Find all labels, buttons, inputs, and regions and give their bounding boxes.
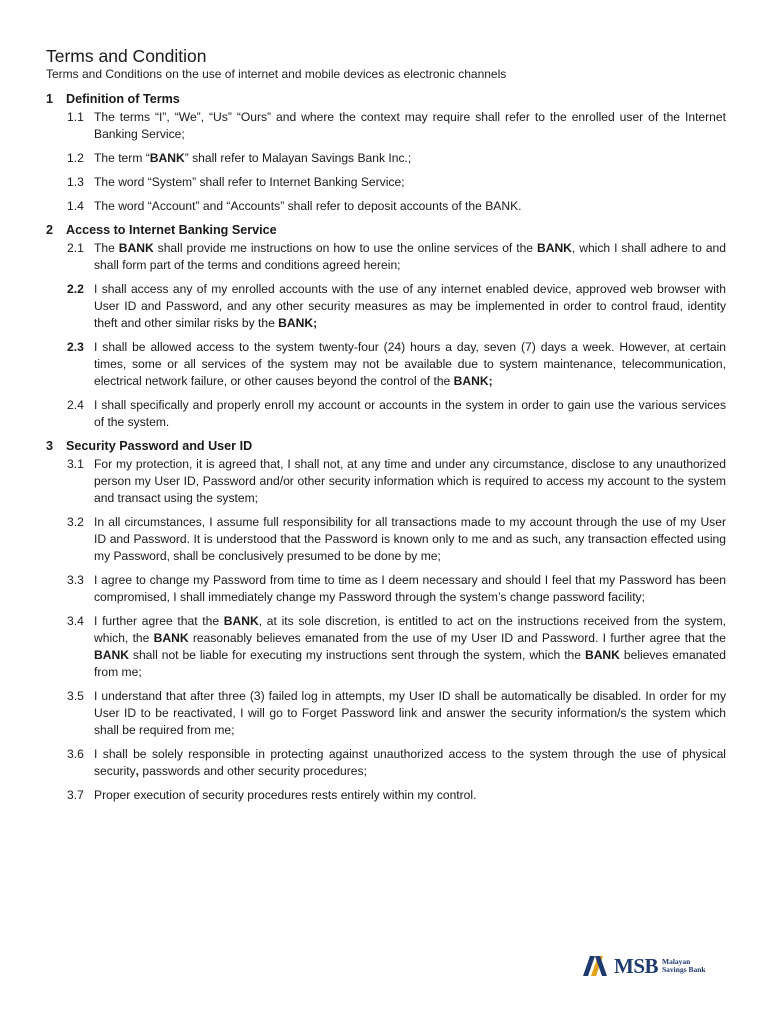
clause-number: 1.1 — [67, 110, 84, 124]
clause-text-run: The word “System” shall refer to Internet Banking Service; — [94, 175, 405, 189]
logo-subtext-line1: Malayan — [662, 957, 691, 966]
clause-text-run: The — [94, 241, 119, 255]
clause-text — [94, 174, 726, 191]
clause-text — [94, 688, 726, 739]
clause-2-3 — [67, 339, 726, 390]
clause-1-2 — [67, 150, 726, 167]
clause-number: 2.4 — [67, 398, 84, 412]
clause-number: 3.1 — [67, 457, 84, 471]
clause-text — [94, 281, 726, 332]
clause-text — [94, 456, 726, 507]
clause-number: 3.3 — [67, 573, 84, 587]
clause-1-4 — [67, 198, 726, 215]
clause-text-run: shall provide me instructions on how to use the online services of the — [153, 241, 537, 255]
clause-number: 1.2 — [67, 151, 84, 165]
section-3 — [46, 438, 726, 804]
section-2 — [46, 222, 726, 431]
clause-1-3 — [67, 174, 726, 191]
clause-text-run: I shall be allowed access to the system twenty-four (24) hours a day, seven (7) days a week. However, at certain times, some or all services of the system may not be available due to system maintenance, telecommunication, electrical network failure, or other causes beyond the control of the — [94, 340, 726, 388]
clause-text-run: I shall be solely responsible in protecting against unauthorized access to the system through the use of physical security — [94, 747, 726, 778]
clause-text-run: passwords and other security procedures; — [139, 764, 367, 778]
clause-3-4 — [67, 613, 726, 681]
clause-1-1 — [67, 109, 726, 143]
clause-number: 2.1 — [67, 241, 84, 255]
clause-number: 3.2 — [67, 515, 84, 529]
clause-3-2 — [67, 514, 726, 565]
clause-text — [94, 397, 726, 431]
clause-text-run: I agree to change my Password from time to time as I deem necessary and should I feel that my Password has been compromised, I shall immediately change my Password through the system’s change password facility; — [94, 573, 726, 604]
bold-text: , — [135, 764, 140, 778]
bold-text: BANK — [223, 614, 259, 628]
clause-3-6 — [67, 746, 726, 780]
clause-number: 3.4 — [67, 614, 84, 628]
bold-text: BANK; — [453, 374, 493, 388]
terms-content — [46, 91, 726, 811]
clause-text-run: The word “Account” and “Accounts” shall refer to deposit accounts of the BANK. — [94, 199, 522, 213]
section-title: Definition of Terms — [66, 92, 180, 106]
clause-text-run: I understand that after three (3) failed log in attempts, my User ID shall be automatically be disabled. In order for my User ID to be reactivated, I will go to Forget Password link and answer the security information/s the system which shall be required from me; — [94, 689, 726, 737]
page-subtitle: Terms and Conditions on the use of internet and mobile devices as electronic channels — [46, 67, 507, 81]
section-number: 2 — [46, 223, 54, 237]
bold-text: BANK; — [278, 316, 318, 330]
clause-text — [94, 150, 726, 167]
msb-logo-mark-icon — [583, 956, 613, 976]
logo-subtext-line2: Savings Bank — [662, 965, 706, 974]
clause-3-1 — [67, 456, 726, 507]
clause-number: 3.5 — [67, 689, 84, 703]
clause-text-run: reasonably believes emanated from the use of my User ID and Password. I further agree that the — [188, 631, 726, 645]
clause-3-5 — [67, 688, 726, 739]
logo-wordmark: MSB — [614, 954, 659, 978]
clause-text-run: , at its sole discretion, is entitled to act on the instructions received from the system, which, the — [94, 614, 727, 645]
bold-text: BANK — [94, 648, 129, 662]
clause-text-run: I further agree that the — [94, 614, 224, 628]
clause-3-3 — [67, 572, 726, 606]
section-number: 1 — [46, 92, 54, 106]
clause-text — [94, 240, 726, 274]
clause-text-run: Proper execution of security procedures rests entirely within my control. — [94, 788, 477, 802]
clause-text — [94, 514, 726, 565]
section-number: 3 — [46, 439, 54, 453]
clause-number: 1.4 — [67, 199, 84, 213]
clause-2-1 — [67, 240, 726, 274]
bold-text: BANK — [584, 648, 620, 662]
clause-text-run: The terms “I”, “We”, “Us” “Ours” and where the context may require shall refer to the enrolled user of the Internet Banking Service; — [94, 110, 726, 141]
logo-subtext — [662, 958, 706, 974]
section-title: Access to Internet Banking Service — [66, 223, 277, 237]
clause-text-run: ” shall refer to Malayan Savings Bank Inc.; — [184, 151, 412, 165]
clause-text-run: The term “ — [94, 151, 150, 165]
msb-logo — [583, 955, 706, 977]
clause-3-7 — [67, 787, 726, 804]
section-heading — [46, 438, 726, 455]
clause-text-run: In all circumstances, I assume full responsibility for all transactions made to my account through the use of my User ID and Password. It is understood that the Password is known only to me and as such, any transaction effected using my Password, shall be conclusively presumed to be done by me; — [94, 515, 726, 563]
clause-2-2 — [67, 281, 726, 332]
clause-text — [94, 613, 726, 681]
clause-text-run: believes emanated from me; — [94, 648, 726, 679]
section-title: Security Password and User ID — [66, 439, 253, 453]
clause-text-run: , which I shall adhere to and shall form part of the terms and conditions agreed herein; — [94, 241, 727, 272]
clause-text — [94, 572, 726, 606]
section-1 — [46, 91, 726, 215]
clause-number: 2.2 — [67, 282, 84, 296]
clause-number: 2.3 — [67, 340, 84, 354]
clause-text-run: I shall access any of my enrolled accounts with the use of any internet enabled device, approved web browser with User ID and Password, and any other security measures as may be implemented in order to control fraud, identity theft and other similar risks by the — [94, 282, 726, 330]
clause-text-run: For my protection, it is agreed that, I shall not, at any time and under any circumstance, disclose to any unauthorized person my User ID, Password and/or other security information which is required to access my account to the system and transact using the system; — [94, 457, 726, 505]
bold-text: BANK — [118, 241, 154, 255]
clause-number: 3.6 — [67, 747, 84, 761]
clause-text — [94, 746, 726, 780]
clause-text — [94, 339, 726, 390]
clause-2-4 — [67, 397, 726, 431]
clause-text-run: shall not be liable for executing my instructions sent through the system, which the — [128, 648, 585, 662]
bold-text: BANK — [153, 631, 189, 645]
bold-text: BANK — [149, 151, 185, 165]
clause-text — [94, 109, 726, 143]
clause-number: 1.3 — [67, 175, 84, 189]
clause-number: 3.7 — [67, 788, 84, 802]
bold-text: BANK — [536, 241, 572, 255]
clause-text — [94, 787, 726, 804]
clause-text — [94, 198, 726, 215]
section-heading — [46, 91, 726, 108]
section-heading — [46, 222, 726, 239]
clause-text-run: I shall specifically and properly enroll my account or accounts in the system in order to gain use the various services of the system. — [94, 398, 726, 429]
page-title: Terms and Condition — [46, 46, 207, 66]
